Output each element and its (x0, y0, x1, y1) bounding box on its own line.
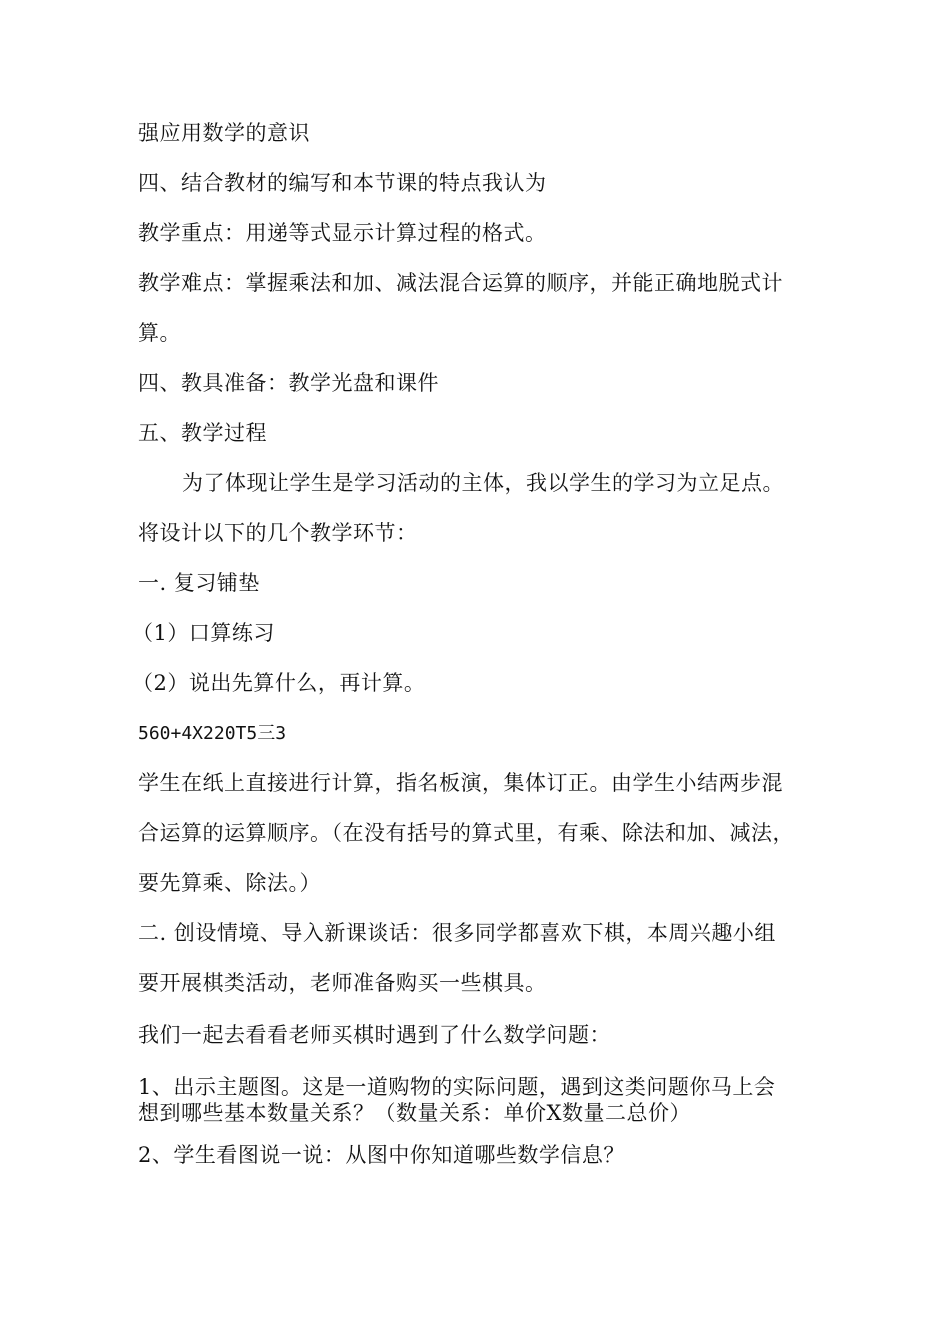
text-line: 要先算乘、除法。） (138, 871, 321, 895)
text-line: 我们一起去看看老师买棋时遇到了什么数学问题： (138, 1023, 611, 1047)
text-line: 教学重点：用递等式显示计算过程的格式。 (138, 221, 547, 245)
text-line: 2、学生看图说一说：从图中你知道哪些数学信息？ (138, 1143, 625, 1167)
text-line: 1、出示主题图。这是一道购物的实际问题，遇到这类问题你马上会 (138, 1075, 776, 1099)
text-line: 想到哪些基本数量关系？（数量关系：单价X数量二总价） (138, 1101, 691, 1125)
section-heading: 五、教学过程 (138, 421, 267, 445)
text-line: 要开展棋类活动，老师准备购买一些棋具。 (138, 971, 547, 995)
paragraph-line: 为了体现让学生是学习活动的主体，我以学生的学习为立足点。 (182, 471, 784, 495)
text-line: 教学难点：掌握乘法和加、减法混合运算的顺序，并能正确地脱式计 (138, 271, 783, 295)
text-line: 将设计以下的几个教学环节： (138, 521, 418, 545)
text-line: 合运算的运算顺序。（在没有括号的算式里，有乘、除法和加、减法， (138, 821, 794, 845)
text-line: 学生在纸上直接进行计算，指名板演，集体订正。由学生小结两步混 (138, 771, 783, 795)
section-heading: 四、结合教材的编写和本节课的特点我认为 (138, 171, 547, 195)
formula-line: 560+4X220T5三3 (138, 723, 287, 744)
section-heading: 二. 创设情境、导入新课谈话：很多同学都喜欢下棋，本周兴趣小组 (138, 921, 776, 945)
section-heading: 四、教具准备：教学光盘和课件 (138, 371, 439, 395)
list-item: （1）口算练习 (132, 621, 275, 645)
text-line: 强应用数学的意识 (138, 121, 310, 145)
text-line: 算。 (138, 321, 181, 345)
section-heading: 一. 复习铺垫 (138, 571, 260, 595)
list-item: （2）说出先算什么，再计算。 (132, 671, 426, 695)
